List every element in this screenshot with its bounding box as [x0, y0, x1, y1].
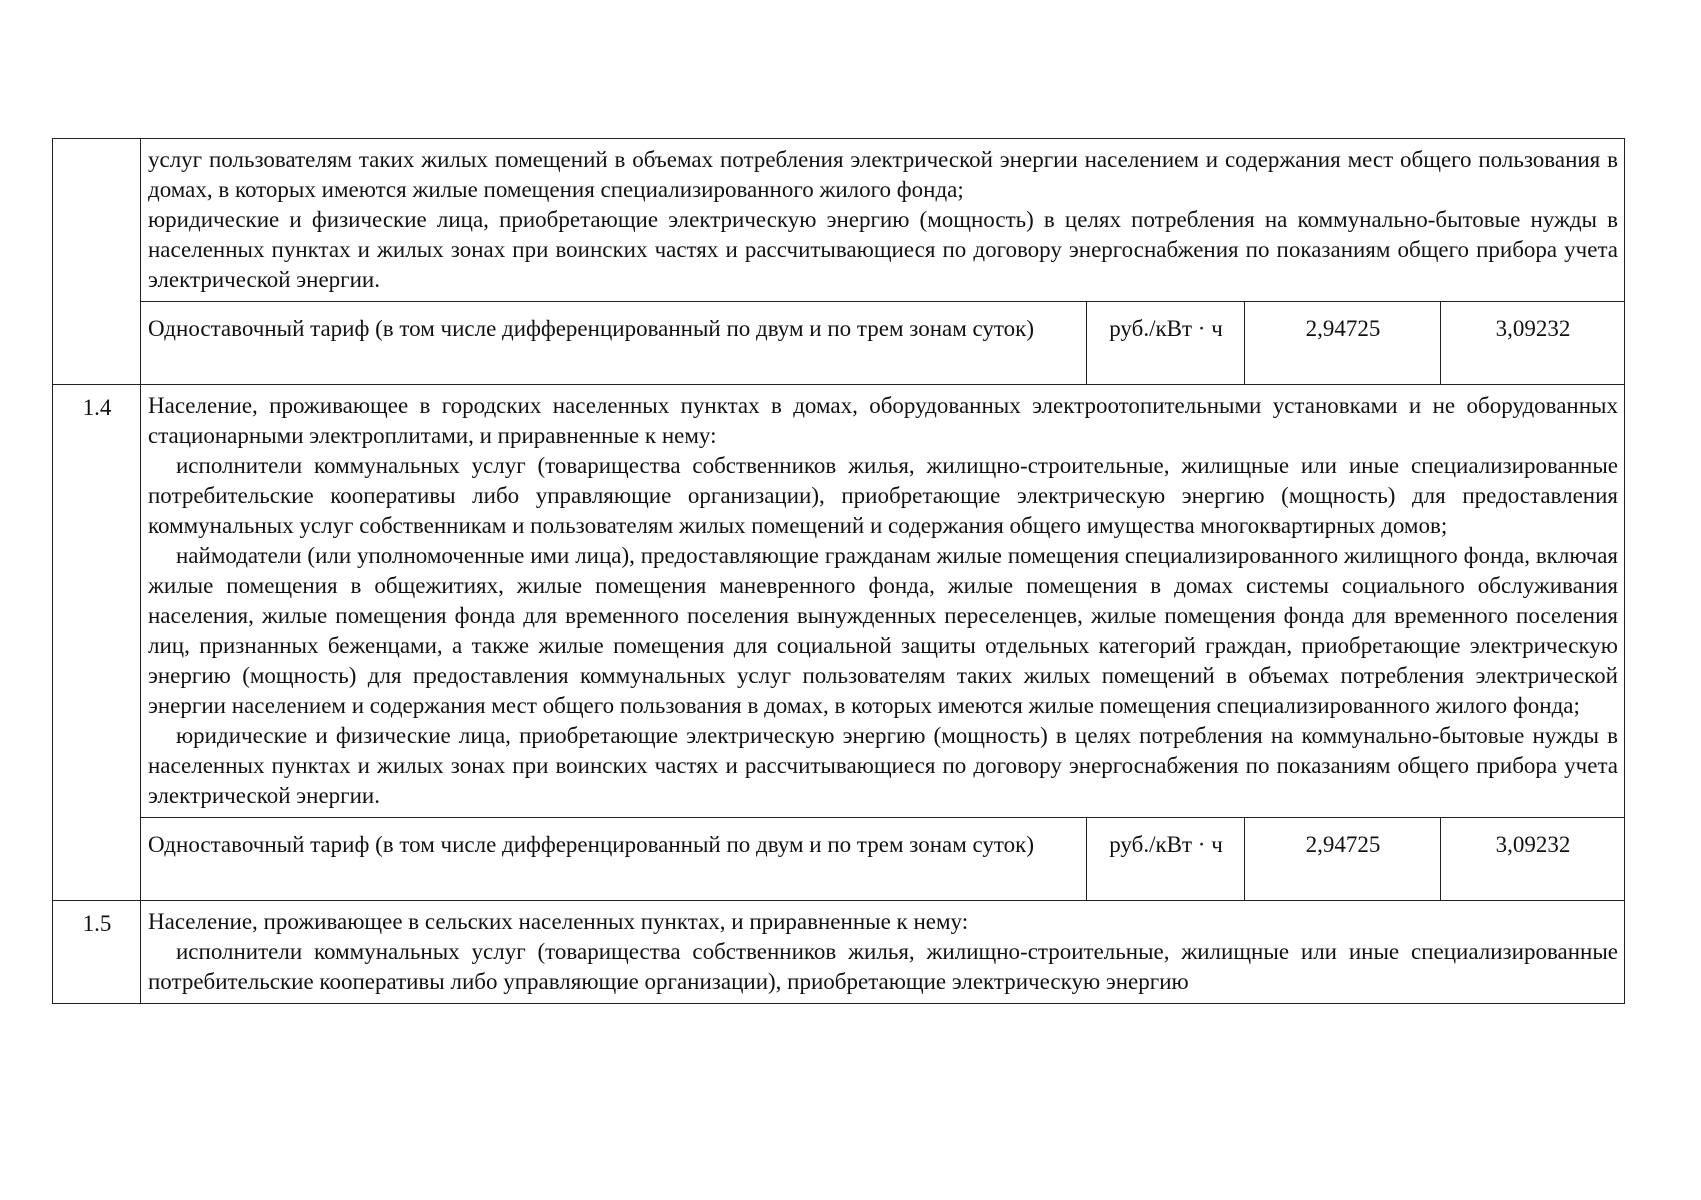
consumer-description: [141, 385, 1625, 818]
table-row: [53, 901, 1625, 1004]
consumer-description: [141, 901, 1625, 1004]
tariff-row: [53, 818, 1625, 901]
description-paragraph: юридические и физические лица, приобретающие электрическую энергию (мощность) в целях потребления на коммунально-бытовые нужды в населенных пунктах и жилых зонах при воинских частях и рассчитывающиеся по договору энергоснабжения по показаниям общего прибора учета электрической энергии.: [148, 723, 1618, 808]
tariff-name: Одноставочный тариф (в том числе дифференцированный по двум и по трем зонам суток): [141, 302, 1087, 385]
description-paragraph: услуг пользователям таких жилых помещений в объемах потребления электрической энергии населением и содержания мест общего пользования в домах, в которых имеются жилые помещения специализированного жилого фонда;: [148, 147, 1618, 202]
row-number: 1.4: [53, 385, 141, 901]
description-paragraph: исполнители коммунальных услуг (товарищества собственников жилья, жилищно-строительные, жилищные или иные специализированные потребительские кооперативы либо управляющие организации), приобретающие электрическую энергию: [148, 939, 1618, 994]
tariff-value-2: 3,09232: [1441, 818, 1625, 901]
consumer-description: [141, 139, 1625, 302]
table-row: [53, 385, 1625, 818]
description-paragraph: Население, проживающее в городских населенных пунктах в домах, оборудованных электроотопительными установками и не оборудованных стационарными электроплитами, и приравненные к нему:: [148, 393, 1618, 448]
description-paragraph: исполнители коммунальных услуг (товарищества собственников жилья, жилищно-строительные, жилищные или иные специализированные потребительские кооперативы либо управляющие организации), приобретающие электрическую энергию (мощность) для предоставления коммунальных услуг собственникам и пользователям жилых помещений и содержания общего имущества многоквартирных домов;: [148, 453, 1618, 538]
tariff-unit: руб./кВт · ч: [1087, 302, 1245, 385]
tariff-value-1: 2,94725: [1245, 818, 1441, 901]
tariff-value-2: 3,09232: [1441, 302, 1625, 385]
table-row: [53, 139, 1625, 302]
row-number: 1.5: [53, 901, 141, 1004]
tariff-value-1: 2,94725: [1245, 302, 1441, 385]
tariff-unit: руб./кВт · ч: [1087, 818, 1245, 901]
description-paragraph: наймодатели (или уполномоченные ими лица), предоставляющие гражданам жилые помещения специализированного жилищного фонда, включая жилые помещения в общежитиях, жилые помещения маневренного фонда, жилые помещения в домах системы социального обслуживания населения, жилые помещения фонда для временного поселения вынужденных переселенцев, жилые помещения фонда для временного поселения лиц, признанных беженцами, а также жилые помещения для социальной защиты отдельных категорий граждан, приобретающие электрическую энергию (мощность) для предоставления коммунальных услуг пользователям таких жилых помещений в объемах потребления электрической энергии населением и содержания мест общего пользования в домах, в которых имеются жилые помещения специализированного жилого фонда;: [148, 543, 1618, 718]
tariff-table: [52, 138, 1625, 1004]
description-paragraph: Население, проживающее в сельских населенных пунктах, и приравненные к нему:: [148, 909, 969, 934]
row-number: [53, 139, 141, 385]
description-paragraph: юридические и физические лица, приобретающие электрическую энергию (мощность) в целях потребления на коммунально-бытовые нужды в населенных пунктах и жилых зонах при воинских частях и рассчитывающиеся по договору энергоснабжения по показаниям общего прибора учета электрической энергии.: [148, 207, 1618, 292]
tariff-name: Одноставочный тариф (в том числе дифференцированный по двум и по трем зонам суток): [141, 818, 1087, 901]
tariff-row: [53, 302, 1625, 385]
